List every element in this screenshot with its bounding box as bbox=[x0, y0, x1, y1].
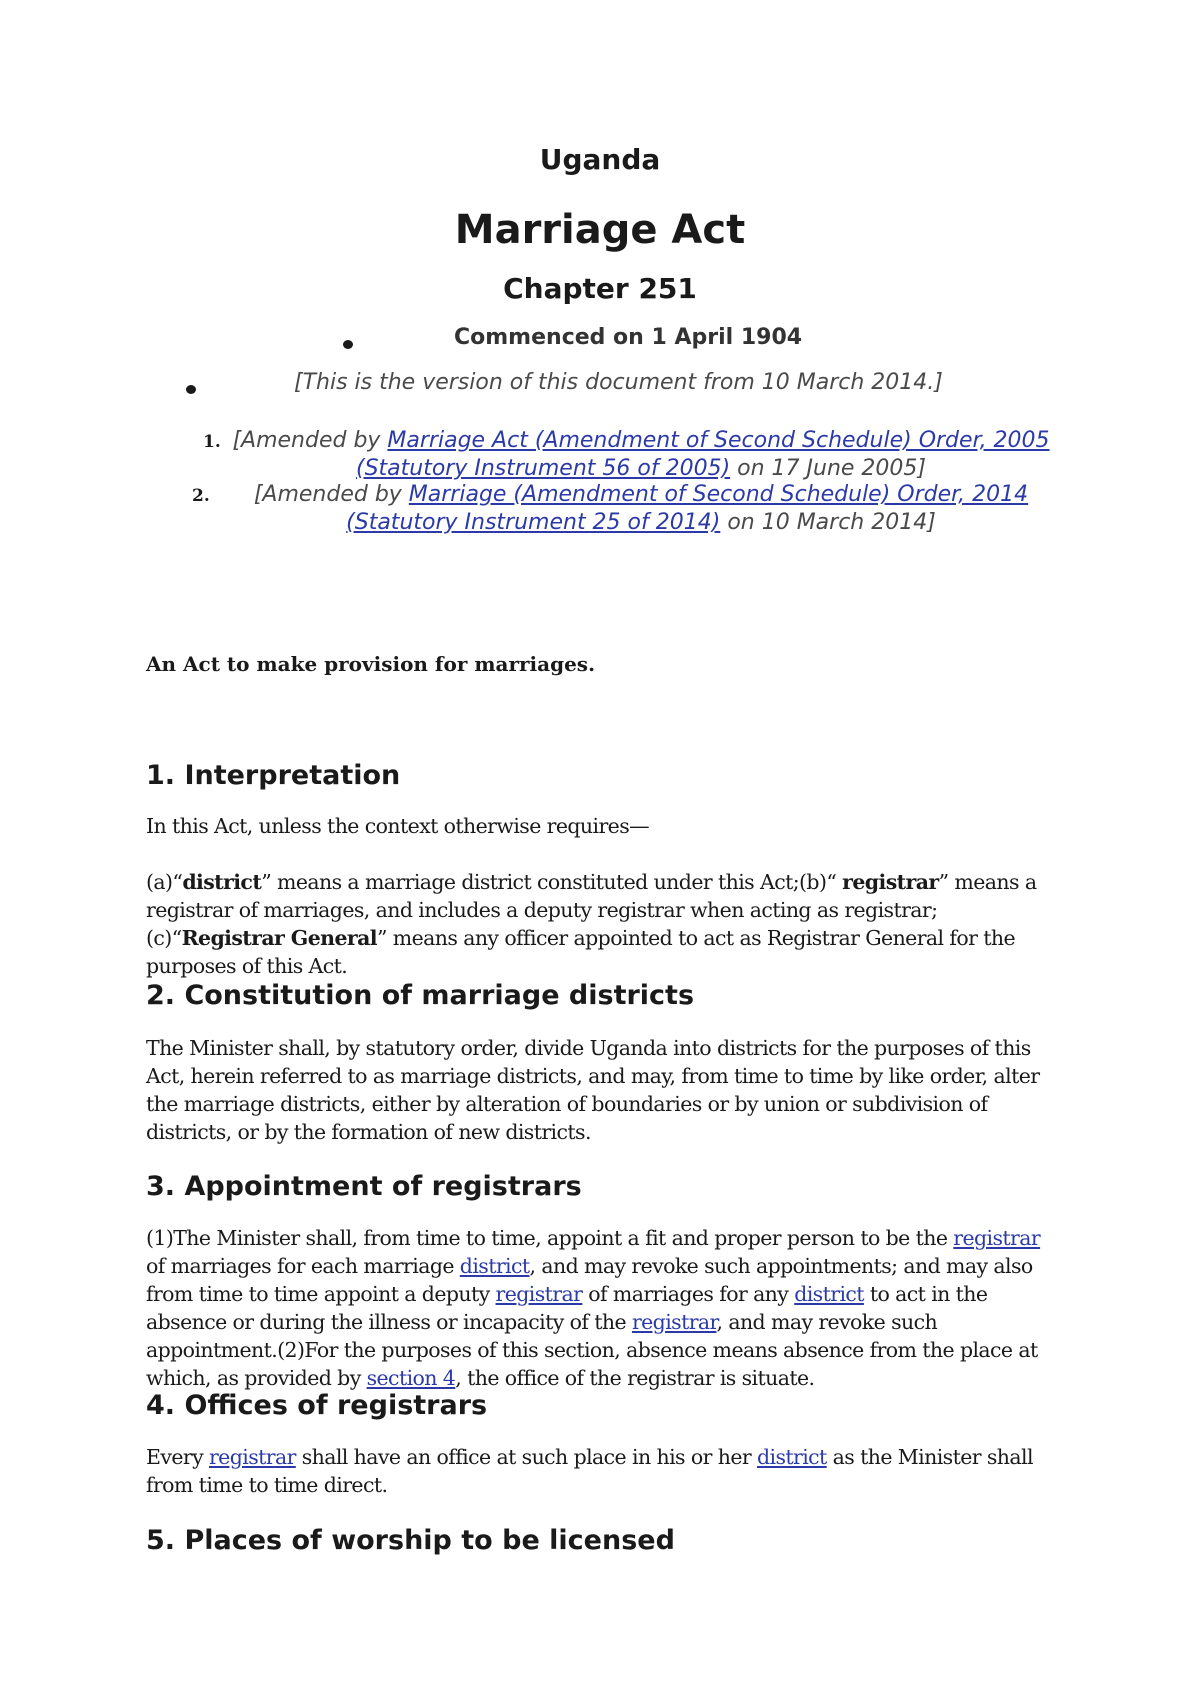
term-link-district[interactable]: district bbox=[756, 1445, 827, 1469]
amendment-number: 1. bbox=[203, 432, 221, 452]
definition-text: ” means a registrar of marriages, and includes a deputy registrar when acting as registrar;(c)“ bbox=[146, 870, 1037, 950]
defined-term: Registrar General bbox=[181, 926, 377, 950]
act-title: Marriage Act bbox=[454, 207, 746, 253]
paragraph-text: , and may revoke such appointment.(2)For the purposes of this section, absence means absence from the place at which, as provided by bbox=[146, 1310, 1038, 1390]
paragraph-text: of marriages for any bbox=[582, 1282, 795, 1306]
paragraph-text: as the Minister shall from time to time direct. bbox=[146, 1445, 1033, 1497]
section-heading: 4. Offices of registrars bbox=[146, 1390, 488, 1421]
section-heading: 2. Constitution of marriage districts bbox=[146, 980, 695, 1011]
amendment-prefix: [Amended by bbox=[253, 482, 409, 507]
chapter-number: Chapter 251 bbox=[503, 272, 697, 305]
amendment-item bbox=[222, 481, 1060, 537]
long-title: An Act to make provision for marriages. bbox=[146, 652, 596, 676]
amendment-item bbox=[232, 427, 1050, 483]
term-link-registrar[interactable]: registrar bbox=[631, 1310, 717, 1334]
version-note: [This is the version of this document from 10 March 2014.] bbox=[294, 370, 943, 395]
section-heading: 5. Places of worship to be licensed bbox=[146, 1525, 675, 1556]
section-paragraph bbox=[146, 1443, 1056, 1499]
paragraph-text: Every bbox=[146, 1445, 209, 1469]
defined-term: registrar bbox=[842, 870, 939, 894]
section-heading: 1. Interpretation bbox=[146, 760, 401, 791]
commencement-date: Commenced on 1 April 1904 bbox=[454, 325, 803, 350]
paragraph-text: , the office of the registrar is situate. bbox=[455, 1366, 815, 1390]
bullet-icon bbox=[186, 385, 196, 394]
amendment-link[interactable]: Marriage Act (Amendment of Second Schedule) Order, 2005 (Statutory Instrument 56 of 2005) bbox=[355, 428, 1050, 481]
paragraph-text: of marriages for each marriage bbox=[146, 1254, 460, 1278]
definition-text: ” means any officer appointed to act as Registrar General for the purposes of this Act. bbox=[146, 926, 1016, 978]
paragraph-text: shall have an office at such place in his or her bbox=[295, 1445, 757, 1469]
defined-term: district bbox=[182, 870, 262, 894]
section-paragraph bbox=[146, 1224, 1056, 1392]
section-intro: In this Act, unless the context otherwise requires— bbox=[146, 814, 650, 838]
term-link-registrar[interactable]: registrar bbox=[208, 1445, 296, 1469]
section-heading: 3. Appointment of registrars bbox=[146, 1171, 582, 1202]
definition-text: (a)“ bbox=[146, 870, 183, 894]
definition-text: ” means a marriage district constituted under this Act;(b)“ bbox=[261, 870, 843, 894]
bullet-icon bbox=[343, 340, 353, 349]
definitions-paragraph bbox=[146, 868, 1056, 980]
paragraph-text: (1)The Minister shall, from time to time, appoint a fit and proper person to be the bbox=[146, 1226, 954, 1250]
amendment-suffix: on 10 March 2014] bbox=[720, 510, 936, 535]
country-title: Uganda bbox=[539, 143, 661, 176]
section-paragraph: The Minister shall, by statutory order, divide Uganda into districts for the purposes of this Act, herein referred to as marriage districts, and may, from time to time by like order, alter the marriage districts, either by alteration of boundaries or by union or subdivision of districts, or by the formation of new districts. bbox=[146, 1036, 1040, 1144]
term-link-district[interactable]: district bbox=[459, 1254, 530, 1278]
amendment-link[interactable]: Marriage (Amendment of Second Schedule) Order, 2014 (Statutory Instrument 25 of 2014) bbox=[346, 482, 1029, 535]
paragraph-text: , and may revoke such appointments; and may also from time to time appoint a deputy bbox=[146, 1254, 1033, 1306]
paragraph-text: to act in the absence or during the illness or incapacity of the bbox=[146, 1282, 988, 1334]
term-link-district[interactable]: district bbox=[794, 1282, 864, 1306]
amendment-suffix: on 17 June 2005] bbox=[730, 456, 927, 481]
term-link-registrar[interactable]: registrar bbox=[953, 1226, 1041, 1250]
section-link[interactable]: section 4 bbox=[366, 1366, 456, 1390]
amendment-prefix: [Amended by bbox=[232, 428, 388, 453]
term-link-registrar[interactable]: registrar bbox=[495, 1282, 583, 1306]
amendment-number: 2. bbox=[192, 486, 210, 506]
